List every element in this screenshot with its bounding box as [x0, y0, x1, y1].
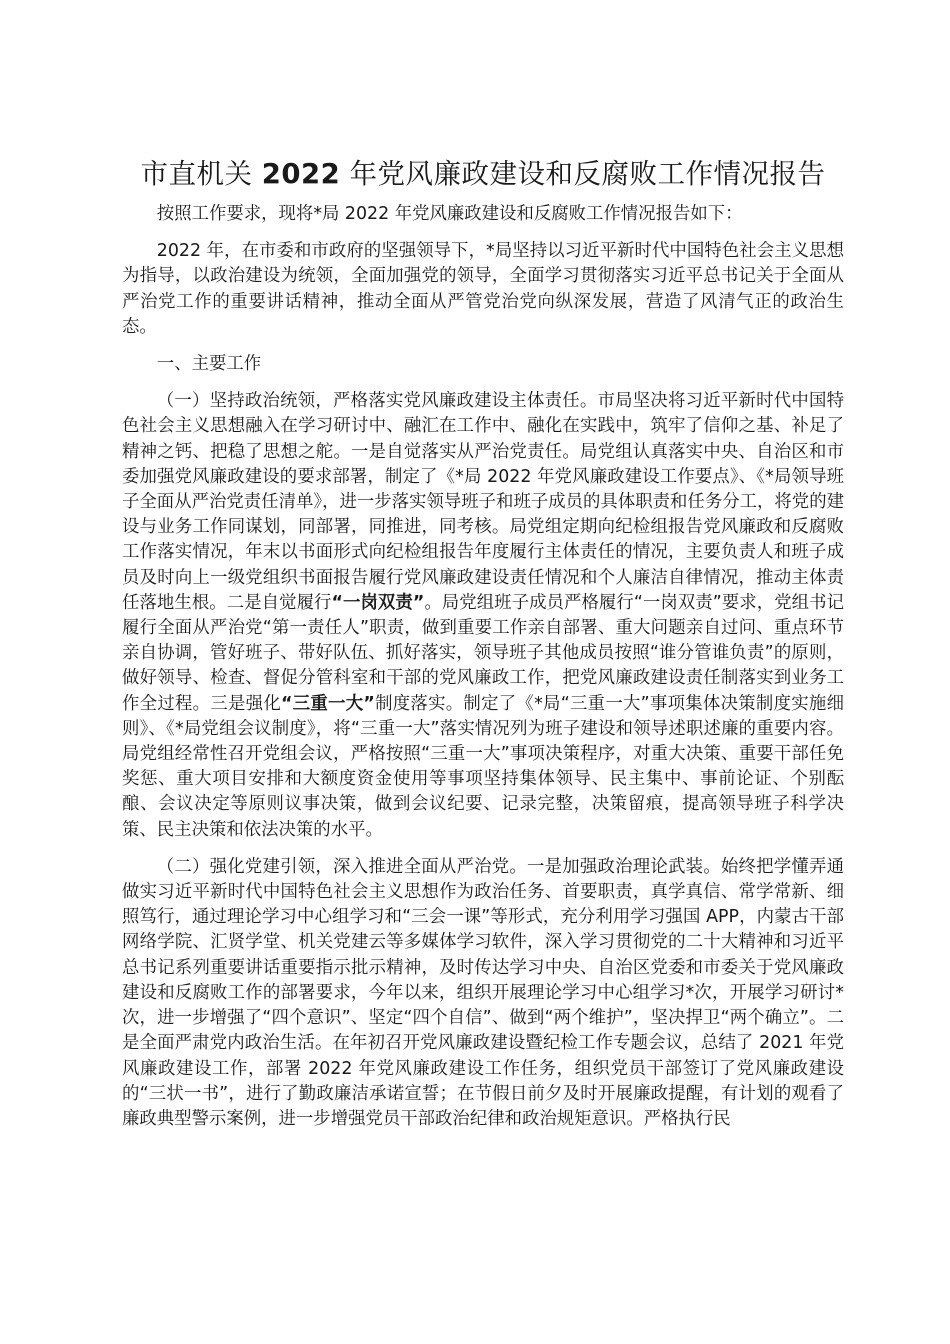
title-part1: 市直机关 — [140, 158, 253, 190]
intro-paragraph: 按照工作要求，现将*局 2022 年党风廉政建设和反腐败工作情况报告如下： — [156, 204, 743, 224]
title-part2: 年党风廉政建设和反腐败工作情况报告 — [349, 158, 826, 190]
body-paragraph-1 — [122, 389, 844, 843]
summary-paragraph: 2022 年，在市委和市政府的坚强领导下，*局坚持以习近平新时代中国特色社会主义思想为指导，以政治建设为统领，全面加强党的领导，全面学习贯彻落实习近平总书记关于全面从严治党工作的重要讲话精神，推动全面从严管党治党向纵深发展，营造了风清气正的政治生态。 — [122, 241, 844, 337]
p1-text-1: （一）坚持政治统领，严格落实党风廉政建设主体责任。市局坚决将习近平新时代中国特色社会主义思想融入在学习研讨中、融汇在工作中、融化在实践中，筑牢了信仰之基、补足了精神之钙、把稳了思想之舵。一是自觉落实从严治党责任。局党组认真落实中央、自治区和市委加强党风廉政建设的要求部署，制定了《*局 2022 年党风廉政建设工作要点》、《*局领导班子全面从严治党责任清单》，进一步落实领导班子和班子成员的具体职责和任务分工，将党的建设与业务工作同谋划，同部署，同推进，同考核。局党组定期向纪检组报告党风廉政和反腐败工作落实情况，年末以书面形式向纪检组报告年度履行主体责任的情况，主要负责人和班子成员及时向上一级党组织书面报告履行党风廉政建设责任情况和个人廉洁自律情况，推动主体责任落地生根。二是自觉履行 — [122, 391, 844, 613]
p1-bold-1: “一岗双责” — [331, 592, 425, 613]
section-heading: 一、主要工作 — [156, 354, 262, 375]
p1-bold-2: “三重一大” — [281, 693, 375, 714]
document-page — [122, 150, 844, 1144]
body-paragraph-2: （二）强化党建引领，深入推进全面从严治党。一是加强政治理论武装。始终把学懂弄通做实习近平新时代中国特色社会主义思想作为政治任务、首要职责，真学真信、常学常新、细照笃行，通过理论学习中心组学习和“三会一课”等形式，充分利用学习强国 APP，内蒙古干部网络学院、汇贤学堂、机关党建云等多媒体学习软件，深入学习贯彻党的二十大精神和习近平总书记系列重要讲话重要指示批示精神，及时传达学习中央、自治区党委和市委关于党风廉政建设和反腐败工作的部署要求，今年以来，组织开展理论学习中心组学习*次，开展学习研讨*次，进一步增强了“四个意识”、坚定“四个自信”、做到“两个维护”，坚决捍卫“两个确立”。二是全面严肃党内政治生活。在年初召开党风廉政建设暨纪检工作专题会议，总结了 2021 年党风廉政建设工作，部署 2022 年党风廉政建设工作任务，组织党员干部签订了党风廉政建设的“三状一书”，进行了勤政廉洁承诺宣誓；在节假日前夕及时开展廉政提醒，有计划的观看了廉政典型警示案例，进一步增强党员干部政治纪律和政治规矩意识。严格执行民 — [122, 856, 844, 1129]
document-title — [122, 150, 844, 198]
p1-text-2: 。局党组班子成员严格履行“一岗双责”要求，党组书记履行全面从严治党“第一责任人”职责，做到重要工作亲自部署、重大问题亲自过问、重点环节亲自协调，管好班子、带好队伍、抓好落实，领导班子其他成员按照“谁分管谁负责”的原则，做好领导、检查、督促分管科室和干部的党风廉政工作，把党风廉政建设责任制落实到业务工作全过程。三是强化 — [122, 592, 844, 714]
p1-text-3: 制度落实。制定了《*局“三重一大”事项集体决策制度实施细则》、《*局党组会议制度》，将“三重一大”落实情况列为班子建设和领导述职述廉的重要内容。局党组经常性召开党组会议，严格按照“三重一大”事项决策程序，对重大决策、重要干部任免奖惩、重大项目安排和大额度资金使用等事项坚持集体领导、民主集中、事前论证、个别酝酿、会议决定等原则议事决策，做到会议纪要、记录完整，决策留痕，提高领导班子科学决策、民主决策和依法决策的水平。 — [122, 693, 844, 840]
title-year: 2022 — [261, 158, 341, 190]
